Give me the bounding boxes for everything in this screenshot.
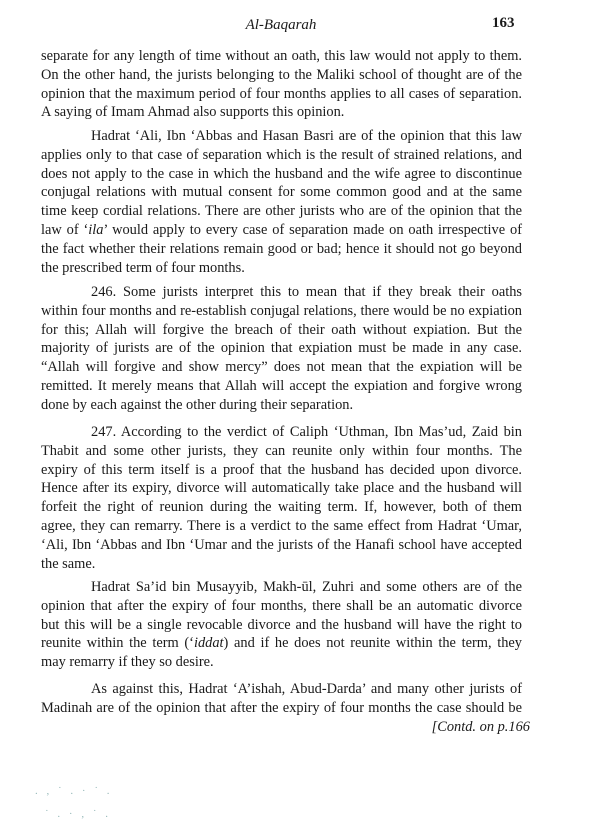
scan-noise: . , ˙ . · ˙ . — [35, 785, 113, 797]
text-line: As against this, Hadrat ‘A’ishah, Abud-Darda’ and many other jurists of — [91, 681, 522, 697]
text-line: 246. Some jurists interpret this to mean that if they break their oaths — [91, 284, 522, 300]
text-segment: ’ would apply to every case of separation made on oath irrespective of — [103, 221, 522, 238]
paragraph — [41, 680, 522, 718]
italic-term: iddat — [193, 635, 224, 652]
paragraph — [41, 47, 522, 122]
text-line: Hence after its expiry, divorce will automatically take place and the husband will — [41, 480, 522, 497]
running-title: Al-Baqarah — [245, 17, 317, 33]
text-line: ‘Ali, Ibn ‘Abbas and Ibn ‘Umar and the jurists of the Hanafi school have accepted — [41, 536, 522, 553]
text-line: Hadrat Sa’id bin Musayyib, Makh-ūl, Zuhri and some others are of the — [91, 579, 522, 595]
text-line: expiry of this term itself is a proof that the husband has decided upon divorce. — [41, 461, 522, 478]
text-line: majority of jurists are of the opinion that expiation must be made in any case. — [41, 340, 522, 357]
text-line: 247. According to the verdict of Caliph ‘Uthman, Ibn Mas’ud, Zaid bin — [91, 424, 522, 440]
text-line: but this will be a single revocable divorce and the husband will have the right to — [41, 616, 522, 633]
text-line: done by each against the other during their separation. — [41, 396, 354, 413]
text-line: may remarry if they so desire. — [41, 654, 214, 671]
text-line: the prescribed term of four months. — [41, 259, 245, 276]
paragraph — [41, 283, 522, 415]
paragraph — [41, 127, 522, 277]
text-line: applies only to that case of separation which is the result of strained relations, and — [41, 146, 522, 163]
paragraph — [41, 423, 522, 573]
paragraph — [41, 578, 522, 672]
text-line: time keep cordial relations. There are other jurists who are of the opinion that the — [41, 203, 522, 220]
text-line: A saying of Imam Ahmad also supports this opinion. — [41, 104, 345, 121]
text-line: Thabit and some other jurists, they can reunite only within four months. The — [41, 442, 522, 459]
text-line: conjugal relations with mutual consent for some common good and at the same — [41, 184, 522, 201]
text-line: opinion that after the expiry of four months, there shall be an automatic divorce — [41, 597, 522, 614]
text-line: separate for any length of time without an oath, this law would not apply to them. — [41, 48, 522, 64]
text-line: does not apply to the case in which the husband and the wife agree to discontinue — [41, 165, 522, 182]
text-segment: ) and if he does not reunite within the term, they — [223, 635, 522, 652]
text-line: On the other hand, the jurists belonging to the Maliki school of thought are of the — [41, 66, 522, 83]
text-line: for this; Allah will forgive the breach of their oath without expiation. But the — [41, 321, 522, 338]
italic-term: ila — [88, 221, 104, 238]
text-line: Hadrat ‘Ali, Ibn ‘Abbas and Hasan Basri are of the opinion that this law — [91, 128, 522, 144]
text-line: forfeit the right of reunion during the waiting term. If, however, both of them — [41, 499, 522, 516]
text-line: remitted. It merely means that Allah will accept the expiation and forgive wrong — [41, 377, 522, 394]
text-line: “Allah will forgive and show mercy” does not mean that the expiation will be — [41, 359, 522, 376]
continuation-note: [Contd. on p.166 — [431, 719, 530, 735]
text-line: opinion that the maximum period of four months applies to all cases of separation. — [41, 85, 522, 102]
text-line — [41, 634, 522, 653]
text-line: the same. — [41, 555, 96, 572]
text-line: within four months and re-establish conjugal relations, there would be no expiation — [41, 302, 522, 319]
page-number: 163 — [492, 15, 515, 31]
text-line — [41, 221, 522, 240]
scan-noise: ˙ . · , ˙ . — [45, 808, 111, 820]
text-line: Madinah are of the opinion that after the expiry of four months the case should be — [41, 699, 522, 716]
text-line: the fact whether their relations remain good or bad; hence it should not go beyond — [41, 240, 522, 257]
text-segment: reunite within the term (‘ — [41, 635, 194, 652]
text-line: agree, they can remarry. There is a verdict to the same effect from Hadrat ‘Umar, — [41, 517, 522, 534]
text-segment: law of ‘ — [41, 221, 89, 238]
